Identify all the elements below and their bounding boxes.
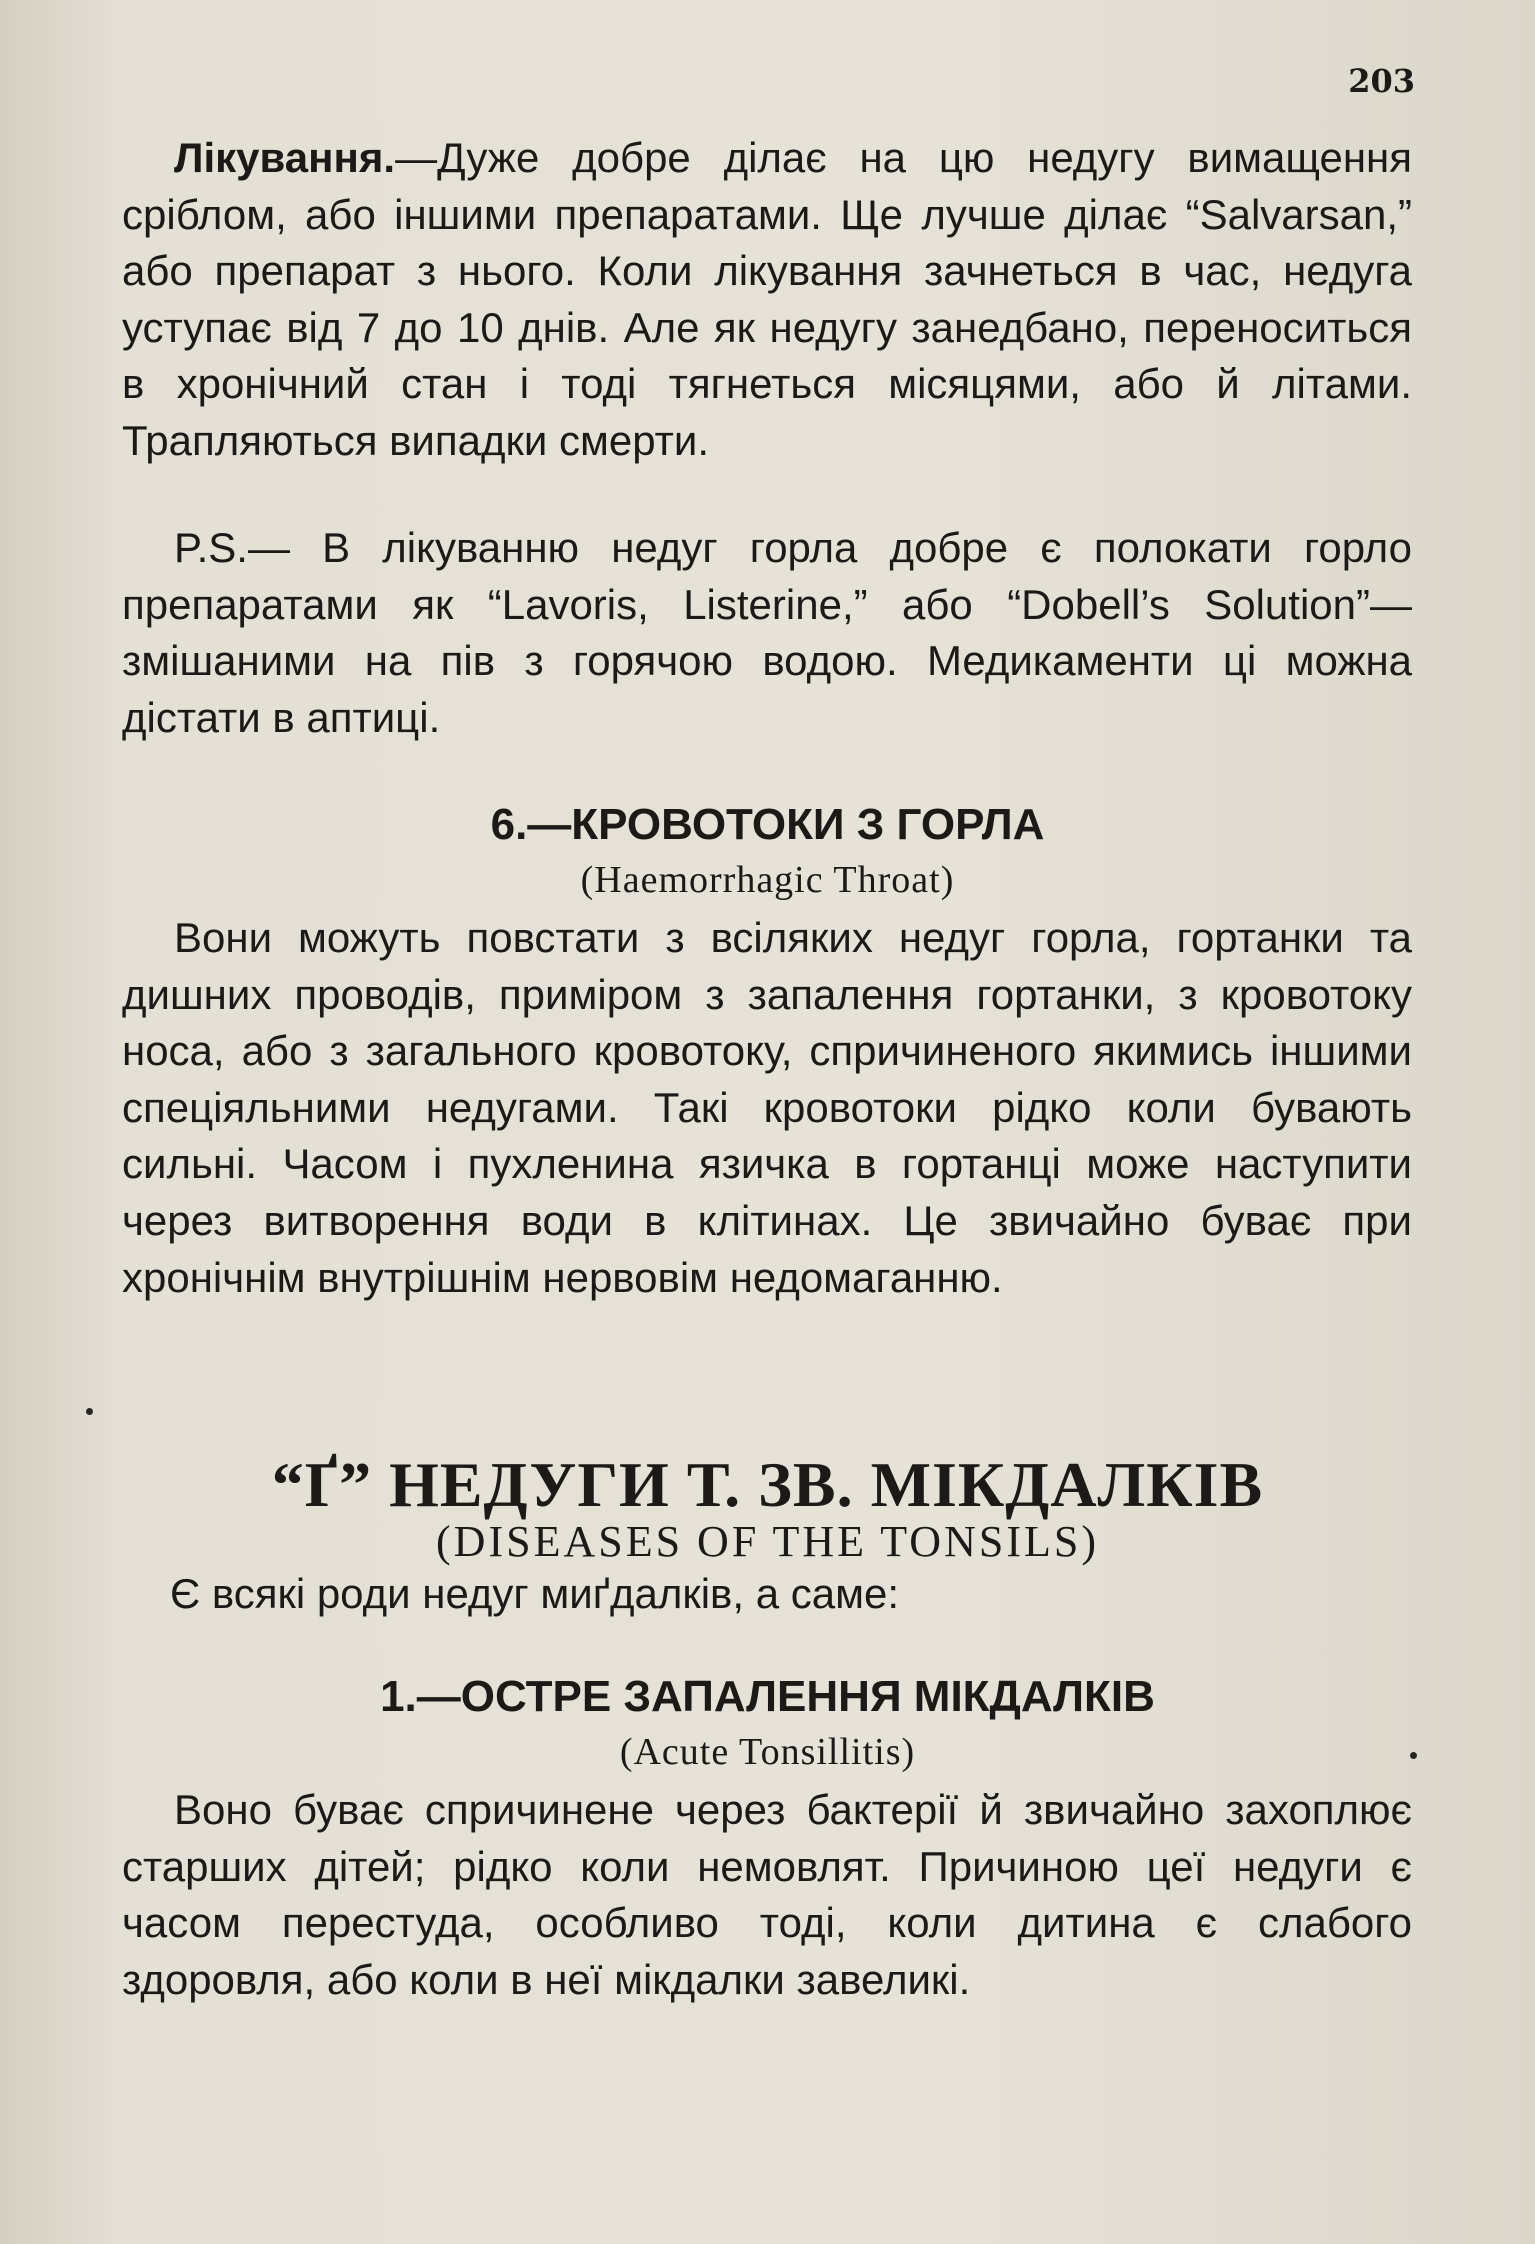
- treatment-paragraph: [122, 130, 1412, 470]
- chapter-subtitle: (DISEASES OF THE TONSILS): [436, 1517, 1099, 1566]
- print-speck: [1410, 1752, 1417, 1759]
- ps-paragraph: P.S.— В лікуванню недуг горла добре є полокати горло препаратами як “Lavoris, Listerine,” або “Dobell’s Solution”—змішаними на пів з горячою водою. Медикаменти ці можна дістати в аптиці.: [122, 524, 1412, 741]
- chapter-title: “Ґ” НЕДУГИ Т. ЗВ. МІКДАЛКІВ: [271, 1449, 1264, 1520]
- treatment-lead: Лікування.: [174, 134, 396, 181]
- section6-paragraph: Вони можуть повстати з всіляких недуг горла, гортанки та дишних проводів, приміром з запалення гортанки, з кровотоку носа, або з загального кровотоку, спричиненого якимись іншими спеціяльними недугами. Такі кровотоки рідко коли бувають сильні. Часом і пухленина язичка в гортанці може наступити через витворення води в клітинах. Це звичайно буває при хронічнім внутрішнім нервовім недомаганню.: [122, 914, 1412, 1301]
- print-speck: [86, 1408, 93, 1415]
- section1-paragraph: Воно буває спричинене через бактерії й звичайно захоплює старших дітей; рідко коли немовлят. Причиною цеї недуги є часом перестуда, особливо тоді, коли дитина є слабого здоровля, або коли в неї мікдалки завеликі.: [122, 1786, 1412, 2003]
- page-number: 203: [1348, 62, 1415, 100]
- section1-title: 1.—ОСТРЕ ЗАПАЛЕННЯ МІКДАЛКІВ: [380, 1672, 1155, 1721]
- chapter-intro: Є всякі роди недуг миґдалків, а саме:: [170, 1570, 899, 1617]
- section6-title: 6.—КРОВОТОКИ З ГОРЛА: [490, 800, 1045, 849]
- treatment-text: —Дуже добре ділає на цю недугу вимащення сріблом, або іншими препаратами. Ще лучше ділає “Salvarsan,” або препарат з нього. Коли лікування зачнеться в час, недуга уступає від 7 до 10 днів. Але як недугу занедбано, переноситься в хронічний стан і тоді тягнеться місяцями, або й літами. Трапляються випадки смерти.: [122, 134, 1412, 464]
- section6-subtitle: (Haemorrhagic Throat): [580, 859, 955, 901]
- section1-subtitle: (Acute Tonsillitis): [619, 1731, 916, 1773]
